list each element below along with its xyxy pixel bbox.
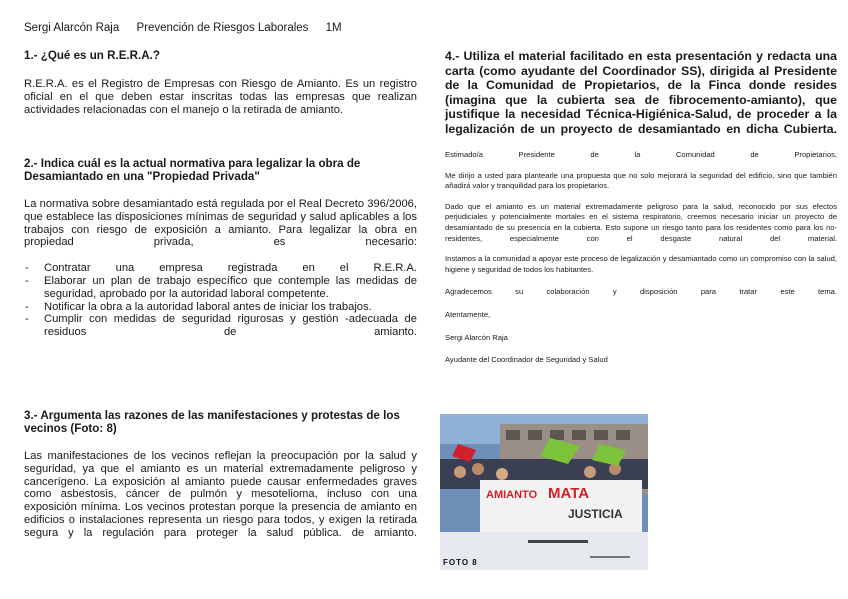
question-4 xyxy=(445,49,837,137)
question-1-answer: R.E.R.A. es el Registro de Empresas con Riesgo de Amianto. Es un registro oficial en el que deben estar inscritas todas las empresas que realizan actividades relacionadas con el manejo o la retirada de amianto. xyxy=(24,78,417,116)
document-header xyxy=(24,22,356,34)
question-1 xyxy=(24,49,417,116)
list-item: - Elaborar un plan de trabajo específico que contemple las medidas de seguridad, aprobado por la autoridad laboral competente. xyxy=(24,275,417,301)
letter-paragraph: Dado que el amianto es un material extremadamente peligroso para la salud, reconocido por sus efectos perjudiciales y potencialmente mortales en el sistema respiratorio, creemos necesario iniciar un proyecto de desamiantado de su presencia en la cubierta. Esto supone un riesgo tanto para los residentes como para los no-residentes, especialmente con el desgaste natural del material. xyxy=(445,201,837,243)
banner-word-3: JUSTICIA xyxy=(568,507,623,521)
question-3-title: 3.- Argumenta las razones de las manifestaciones y protestas de los vecinos (Foto: 8) xyxy=(24,409,400,435)
group-name: 1M xyxy=(325,22,342,34)
question-3 xyxy=(24,409,417,540)
photo-caption: FOTO 8 xyxy=(443,558,478,567)
banner-word-2: MATA xyxy=(548,485,590,502)
letter-salutation: Estimado/a Presidente de la Comunidad de Propietarios, xyxy=(445,150,837,159)
question-4-title: 4.- Utiliza el material facilitado en esta presentación y redacta una carta (como ayudante del Coordinador SS), dirigida al Presidente de la Comunidad de Propietarios, de la Finca donde resides (imagina que la cubierta sea de fibrocemento-amianto), que justifique la necesidad Técnica-Higiénica-Salud, de proceder a la legalización de un proyecto de desamiantado en dicha Cubierta. xyxy=(445,49,837,136)
requirements-list xyxy=(24,262,417,339)
list-item: - Notificar la obra a la autoridad laboral antes de iniciar los trabajos. xyxy=(24,301,417,314)
protest-photo-illustration xyxy=(440,414,648,570)
letter-paragraph: Agradecemos su colaboración y disposición para tratar este tema. xyxy=(445,287,837,297)
letter-closing: Atentamente, xyxy=(445,309,491,319)
author-name: Sergi Alarcón Raja xyxy=(24,22,120,34)
question-2 xyxy=(24,157,417,339)
letter xyxy=(445,150,837,366)
letter-paragraph: Instamos a la comunidad a apoyar este proceso de legalización y desamiantado como un compromiso con la salud, higiene y seguridad de todos los habitantes. xyxy=(445,254,837,274)
course-name: Prevención de Riesgos Laborales xyxy=(136,22,309,34)
list-item: - Cumplir con medidas de seguridad rigurosas y gestión -adecuada de residuos de amianto. xyxy=(24,313,417,339)
letter-signature-role: Ayudante del Coordinador de Seguridad y Salud xyxy=(445,355,608,365)
letter-paragraph: Me dirijo a usted para plantearle una propuesta que no solo mejorará la seguridad del edificio, sino que también añadirá valor y tranquilidad para los propietarios. xyxy=(445,170,837,191)
banner-word-1: AMIANTO xyxy=(486,489,538,501)
question-1-title: 1.- ¿Qué es un R.E.R.A.? xyxy=(24,49,160,62)
question-3-answer: Las manifestaciones de los vecinos reflejan la preocupación por la salud y seguridad, ya que el amianto es un material extremadamente peligroso y cancerígeno. La exposición al amianto puede causar enfermedades graves como asbestosis, cáncer de pulmón y mesotelioma, incluso con una exposición mínima. Los vecinos protestan porque la presencia de amianto en edificios o instalaciones representa un riesgo para todos, y exigen la retirada segura y la regulación para proteger la salud pública. de amianto. xyxy=(24,450,417,539)
list-item: - Contratar una empresa registrada en el R.E.R.A. xyxy=(24,262,417,275)
letter-signature-name: Sergi Alarcón Raja xyxy=(445,332,508,342)
question-2-answer: La normativa sobre desamiantado está regulada por el Real Decreto 396/2006, que establece las disposiciones mínimas de seguridad y salud aplicables a los trabajos con riesgo de exposición a amianto. Para legalizar la obra en propiedad privada, es necesario: xyxy=(24,198,417,249)
protest-photo xyxy=(440,414,648,570)
question-2-title: 2.- Indica cuál es la actual normativa para legalizar la obra de Desamiantado en una "Propiedad Privada" xyxy=(24,157,361,183)
